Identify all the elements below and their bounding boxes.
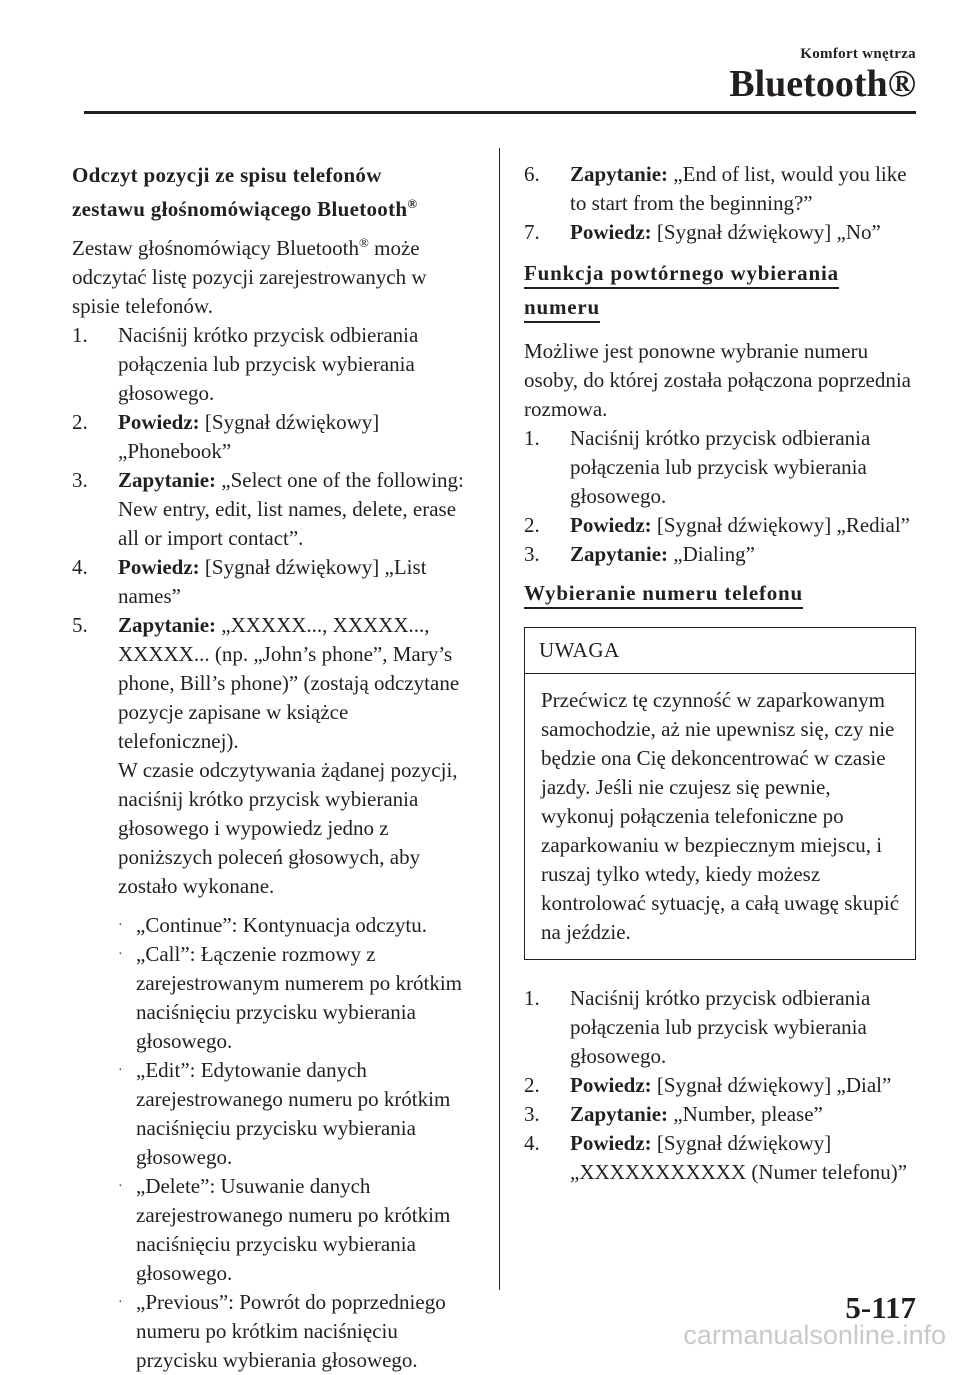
bullet-dot-icon: · (118, 947, 123, 962)
step-keyword: Zapytanie: (118, 468, 217, 492)
step-text (570, 218, 916, 247)
step-body: [Sygnał dźwiękowy] „XXXXXXXXXXX (Numer telefonu)” (570, 1131, 908, 1184)
step-item (72, 611, 472, 901)
bullet-item (118, 940, 472, 1056)
step-body: Naciśnij krótko przycisk odbierania połączenia lub przycisk wybierania głosowego. (118, 323, 419, 405)
phonebook-steps (72, 321, 472, 901)
step-item (524, 540, 916, 569)
bullet-item (118, 1056, 472, 1172)
step-body: [Sygnał dźwiękowy] „No” (651, 220, 881, 244)
step-keyword: Zapytanie: (570, 162, 669, 186)
heading-sup: ® (407, 196, 418, 211)
redial-heading-line1: Funkcja powtórnego wybierania (524, 259, 839, 289)
bullet-dot-icon: · (118, 1179, 123, 1194)
redial-heading-line2: numeru (524, 293, 600, 323)
header-title: Bluetooth® (729, 63, 916, 105)
watermark: carmanualsonline.info (683, 1320, 946, 1350)
step-text (570, 984, 916, 1071)
redial-heading (524, 259, 916, 327)
column-divider (499, 148, 500, 1290)
step-number: 1. (524, 426, 540, 450)
step-keyword: Zapytanie: (570, 542, 669, 566)
step-body: „Dialing” (668, 542, 755, 566)
intro-paragraph (72, 234, 472, 321)
step-number: 4. (524, 1131, 540, 1155)
step-body: Naciśnij krótko przycisk odbierania połączenia lub przycisk wybierania głosowego. (570, 986, 871, 1068)
step-item (524, 160, 916, 218)
step-text (118, 321, 472, 408)
heading-line2: zestawu głośnomówiącego Bluetooth (72, 197, 408, 221)
phonebook-steps-continued (524, 160, 916, 247)
bullet-text: „Edit”: Edytowanie danych zarejestrowanego numeru po krótkim naciśnięciu przycisku wybierania głosowego. (136, 1058, 451, 1169)
step-body: [Sygnał dźwiękowy] „Redial” (651, 513, 910, 537)
step-keyword: Powiedz: (570, 513, 652, 537)
step-text (570, 1071, 916, 1100)
redial-intro: Możliwe jest ponowne wybranie numeru osoby, do której została połączona poprzednia rozmowa. (524, 339, 912, 421)
step-item (524, 1100, 916, 1129)
step-body: Naciśnij krótko przycisk odbierania połączenia lub przycisk wybierania głosowego. (570, 426, 871, 508)
step-body: [Sygnał dźwiękowy] „Phonebook” (118, 410, 380, 463)
step-keyword: Powiedz: (118, 555, 200, 579)
bullet-dot-icon: · (118, 1295, 123, 1310)
step-item (524, 424, 916, 511)
redial-steps (524, 424, 916, 569)
step-body: „Select one of the following: New entry, edit, list names, delete, erase all or import contact”. (118, 468, 464, 550)
step-body: [Sygnał dźwiękowy] „Dial” (651, 1073, 892, 1097)
step-number: 3. (524, 1102, 540, 1126)
heading-line1: Odczyt pozycji ze spisu telefonów (72, 163, 382, 187)
step-number: 5. (72, 613, 88, 637)
step-keyword: Powiedz: (570, 1073, 652, 1097)
dial-heading (524, 579, 916, 613)
note-title: UWAGA (525, 628, 915, 674)
step-text (570, 160, 916, 218)
step-text (118, 408, 472, 466)
step-text (118, 611, 472, 901)
step-item (72, 466, 472, 553)
step-item (524, 218, 916, 247)
bullet-text: „Continue”: Kontynuacja odczytu. (136, 913, 427, 937)
step-text (118, 553, 472, 611)
header-rule (84, 111, 916, 114)
bullet-text: „Call”: Łączenie rozmowy z zarejestrowanym numerem po krótkim naciśnięciu przycisku wybierania głosowego. (136, 942, 462, 1053)
header-section: Komfort wnętrza (800, 46, 916, 62)
step-number: 1. (72, 323, 88, 347)
step-item (72, 408, 472, 466)
step-number: 3. (524, 542, 540, 566)
step-number: 3. (72, 468, 88, 492)
step-body: „XXXXX..., XXXXX..., XXXXX... (np. „John’s phone”, Mary’s phone, Bill’s phone)” (zostają odczytane pozycje zapisane w książce telefonicznej). W czasie odczytywania żądanej pozycji, naciśnij krótko przycisk wybierania głosowego i wypowiedz jedno z poniższych poleceń głosowych, aby zostało wykonane. (118, 613, 460, 898)
dial-steps (524, 984, 916, 1187)
step-item (524, 511, 916, 540)
step-text (570, 424, 916, 511)
dial-heading-text: Wybieranie numeru telefonu (524, 579, 803, 609)
step-number: 2. (72, 410, 88, 434)
command-bullets (118, 911, 472, 1375)
step-text (570, 511, 916, 540)
bullet-item (118, 911, 472, 940)
step-number: 6. (524, 162, 540, 186)
right-column (524, 160, 916, 1187)
step-item (524, 984, 916, 1071)
step-text (570, 1100, 916, 1129)
section-heading (72, 158, 472, 226)
note-text: Przećwicz tę czynność w zaparkowanym samochodzie, aż nie upewnisz się, czy nie będzie ona Cię dekoncentrować w czasie jazdy. Jeśli nie czujesz się pewnie, wykonuj połączenia telefoniczne po zaparkowaniu w bezpiecznym miejscu, i ruszaj tylko wtedy, kiedy możesz kontrolować sytuację, a całą uwagę skupić na jeździe. (541, 688, 900, 944)
step-body: „Number, please” (668, 1102, 823, 1126)
step-number: 1. (524, 986, 540, 1010)
step-text (570, 1129, 916, 1187)
step-item (72, 321, 472, 408)
step-number: 2. (524, 1073, 540, 1097)
step-keyword: Zapytanie: (570, 1102, 669, 1126)
bullet-text: „Delete”: Usuwanie danych zarejestrowanego numeru po krótkim naciśnięciu przycisku wybierania głosowego. (136, 1174, 451, 1285)
step-text (118, 466, 472, 553)
intro-sup: ® (358, 235, 369, 250)
bullet-dot-icon: · (118, 918, 123, 933)
note-box (524, 627, 916, 960)
bullet-text: „Previous”: Powrót do poprzedniego numeru po krótkim naciśnięciu przycisku wybierania głosowego. (136, 1290, 446, 1372)
step-keyword: Powiedz: (118, 410, 200, 434)
step-item (524, 1129, 916, 1187)
step-item (524, 1071, 916, 1100)
step-keyword: Zapytanie: (118, 613, 217, 637)
left-column (72, 158, 472, 1375)
step-keyword: Powiedz: (570, 220, 652, 244)
step-number: 7. (524, 220, 540, 244)
bullet-dot-icon: · (118, 1063, 123, 1078)
page-number: 5-117 (845, 1290, 916, 1325)
step-text (570, 540, 916, 569)
bullet-item (118, 1172, 472, 1288)
step-body: [Sygnał dźwiękowy] „List names” (118, 555, 427, 608)
step-item (72, 553, 472, 611)
step-body: „End of list, would you like to start from the beginning?” (570, 162, 907, 215)
step-number: 2. (524, 513, 540, 537)
intro-b: może odczytać listę pozycji zarejestrowanych w spisie telefonów. (72, 236, 427, 318)
step-keyword: Powiedz: (570, 1131, 652, 1155)
intro-a: Zestaw głośnomówiący Bluetooth (72, 236, 359, 260)
step-number: 4. (72, 555, 88, 579)
